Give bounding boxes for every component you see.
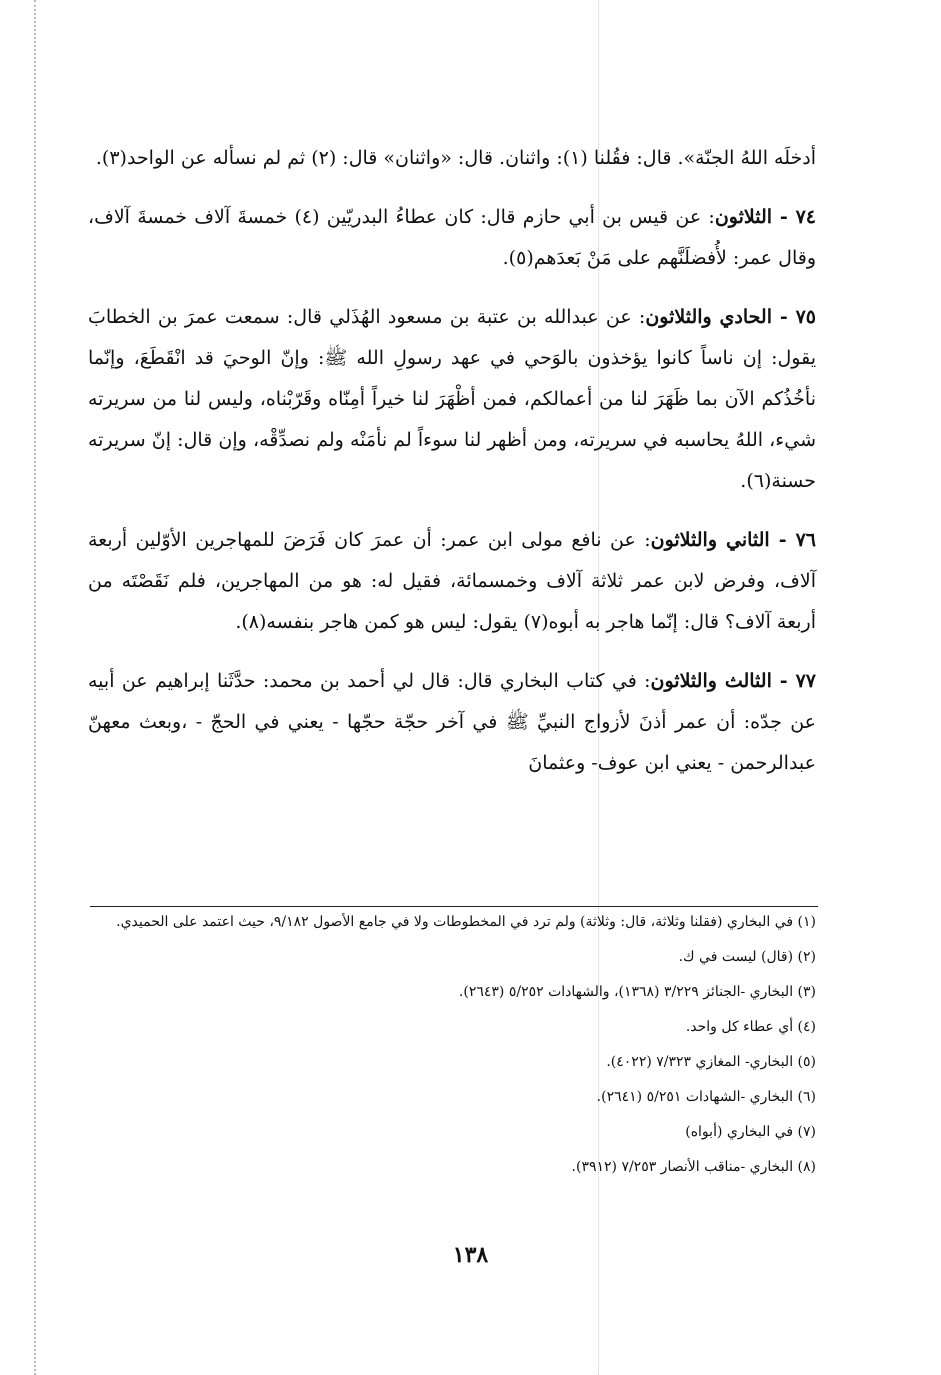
- footnote-2: (٢) (قال) ليست في ك.: [678, 949, 816, 965]
- paragraph-text: : عن عبدالله بن عتبة بن مسعود الهُذَلي قال: سمعت عمرَ بن الخطابَ يقول: إن ناساً كانوا يؤخذون بالوَحي في عهد رسولِ الله ﷺ: وإنّ الوحيَ قد انْقَطَعَ، وإنّما نأخُذُكم الآن بما ظَهَرَ لنا من أعمالكم، فمن أظْهَرَ لنا خيراً أمِنّاه وقَرّبْناه، وليس لنا من سريرته شيء، اللهُ يحاسبه في سريرته، ومن أظهر لنا سوءاً لم نأمَنْه ولم نصدِّقْه، وإن قال: إنّ سريرته حسنة(٦).: [88, 306, 816, 492]
- footnote-4: (٤) أي عطاء كل واحد.: [685, 1019, 816, 1035]
- paragraph-title: الثاني والثلاثون: [650, 529, 770, 551]
- footnotes: [88, 912, 816, 1192]
- paragraph-continuation: [88, 138, 816, 179]
- main-text: [88, 138, 816, 802]
- page-number: ١٣٨: [452, 1242, 489, 1268]
- paragraph-number: ٧٦ -: [769, 529, 816, 551]
- footnote-6: (٦) البخاري -الشهادات ٥/٢٥١ (٢٦٤١).: [596, 1089, 816, 1105]
- paragraph-text: : عن نافع مولى ابن عمر: أن عمرَ كان فَرَضَ للمهاجرين الأوّلين أربعة آلاف، وفرض لابن عمر ثلاثة آلاف وخمسمائة، فقيل له: هو من المهاجرين، فلم نَقَصْتَه من أربعة آلاف؟ قال: إنّما هاجر به أبوه(٧) يقول: ليس هو كمن هاجر بنفسه(٨).: [88, 529, 816, 633]
- footnote-3: (٣) البخاري -الجنائز ٣/٢٢٩ (١٣٦٨)، والشهادات ٥/٢٥٢ (٢٦٤٣).: [458, 984, 816, 1000]
- paragraph-title: الثلاثون: [714, 206, 773, 228]
- paragraph-title: الثالث والثلاثون: [650, 670, 772, 692]
- paragraph-75: [88, 297, 816, 502]
- footnote-1: (١) في البخاري (فقلنا وثلاثة، قال: وثلاثة) ولم ترد في المخطوطات ولا في جامع الأصول ٩/١٨٢، حيث اعتمد على الحميدي.: [116, 914, 816, 930]
- paragraph-text: : عن قيس بن أبي حازم قال: كان عطاءُ البدريّين (٤) خمسةَ آلاف خمسةَ آلاف، وقال عمر: لأُفضلَنَّهم على مَنْ بَعدَهم(٥).: [88, 206, 816, 269]
- footnote-8: (٨) البخاري -مناقب الأنصار ٧/٢٥٣ (٣٩١٢).: [571, 1159, 816, 1175]
- footnote-separator: [90, 906, 818, 907]
- scan-margin-dots: [34, 0, 36, 1375]
- paragraph-text: : في كتاب البخاري قال: قال لي أحمد بن محمد: حدَّثَنا إبراهيم عن أبيه عن جدّه: أن عمر أذنَ لأزواج النبيِّ ﷺ في آخر حجّة حجّها - يعني في الحجّ - ،وبعث معهنّ عبدالرحمن - يعني ابن عوف- وعثمانَ: [88, 670, 816, 774]
- paragraph-text: أدخلَه اللهُ الجنّة». قال: فقُلنا (١): واثنان. قال: «واثنان» قال: (٢) ثم لم نسأله عن الواحد(٣).: [95, 147, 816, 169]
- paragraph-number: ٧٥ -: [772, 306, 816, 328]
- paragraph-76: [88, 520, 816, 643]
- footnote-7: (٧) في البخاري (أبواه): [685, 1124, 816, 1140]
- paragraph-title: الحادي والثلاثون: [645, 306, 773, 328]
- paragraph-74: [88, 197, 816, 279]
- paragraph-77: [88, 661, 816, 784]
- footnote-5: (٥) البخاري- المغازي ٧/٣٢٣ (٤٠٢٢).: [606, 1054, 816, 1070]
- paragraph-number: ٧٧ -: [771, 670, 816, 692]
- paragraph-number: ٧٤ -: [772, 206, 817, 228]
